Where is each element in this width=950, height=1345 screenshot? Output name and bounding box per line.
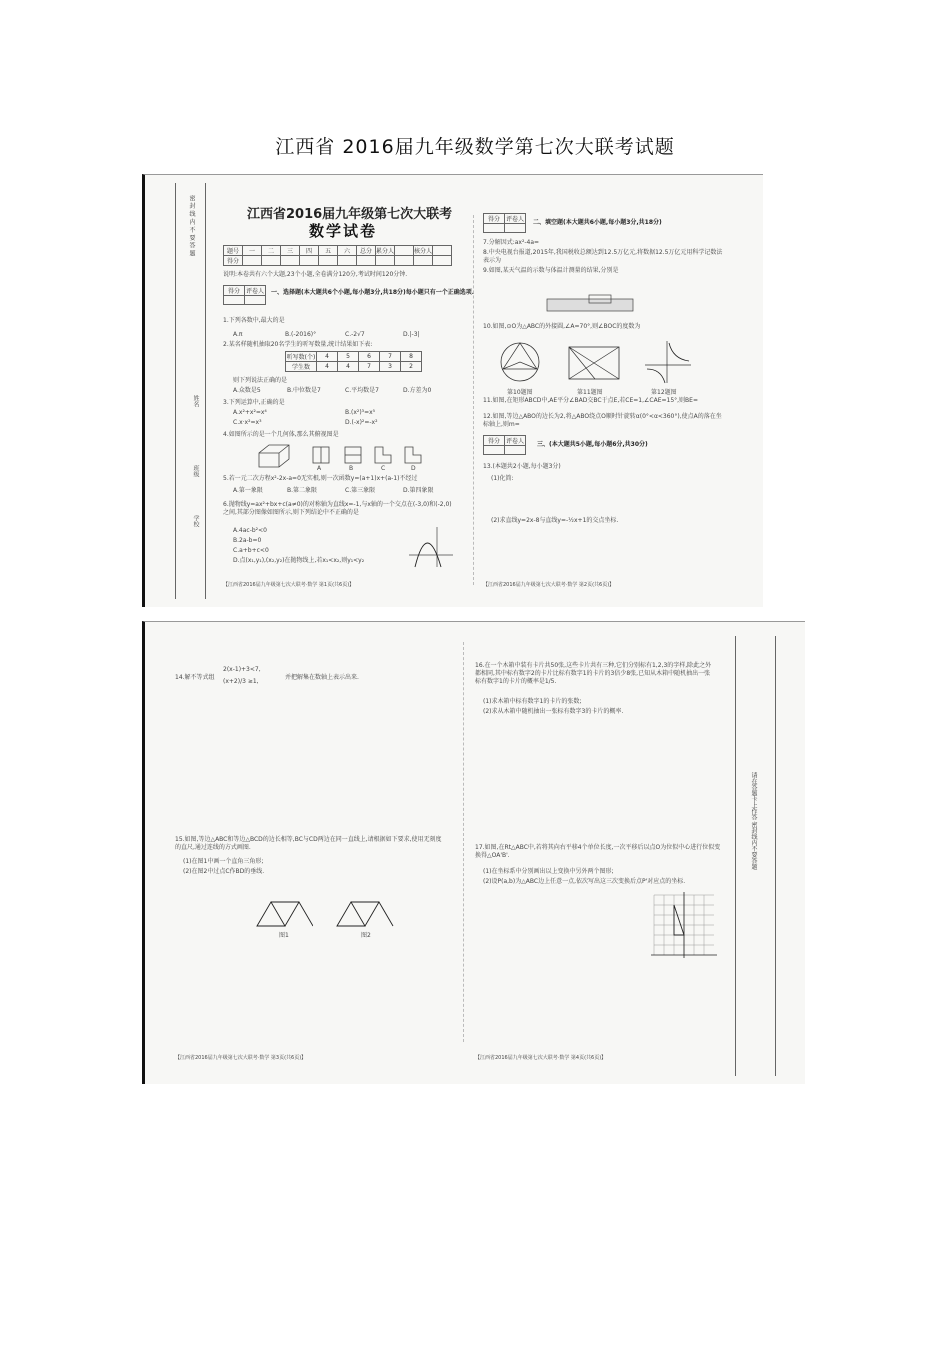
- binding-margin-text: 密 封 线 内 不 要 答 题: [188, 195, 195, 257]
- question-15: 15.如图,等边△ABC和等边△BCD的边长相等,BC与CD两边在同一直线上,请根据如下要求,使用无刻度的直尺,通过连线的方式画图.: [175, 836, 442, 851]
- question-2-option: D.方差为0: [403, 387, 432, 394]
- question-15-part-1: (1)在图1中画一个直角三角形;: [183, 858, 264, 865]
- score-box-1: 得分 评卷人: [223, 285, 266, 305]
- instructions: 说明:本卷共有六个大题,23个小题,全卷满分120分,考试时间120分钟.: [223, 271, 408, 278]
- section-2-title: 二、填空题(本大题共6小题,每小题3分,共18分): [533, 219, 662, 226]
- footer-page-3: 【江西省2016届九年级第七次大联考·数学 第3页(共6页)】: [175, 1055, 307, 1061]
- question-5-option: A.第一象限: [233, 487, 263, 494]
- figure-label: 图1: [279, 932, 289, 939]
- question-4-option: D: [411, 465, 416, 472]
- footer-page-1: 【江西省2016届九年级第七次大联考·数学 第1页(共6页)】: [223, 582, 355, 588]
- document-title: 江西省 2016届九年级数学第七次大联考试题: [275, 136, 675, 158]
- exam-page-3-4: [142, 621, 805, 1084]
- score-box-3: 得分 评卷人: [483, 435, 526, 455]
- question-15-figure-2: [335, 896, 395, 930]
- question-16: 16.在一个木箱中装有卡片共50张,这些卡片共有三种,它们分别标有1,2,3的字样,除此之外都相同,其中标有数字2的卡片比标有数字1的卡片的3倍少8张,已知从木箱中随机抽出一张标有数字1的卡片的概率是1/5.: [475, 662, 712, 685]
- question-2-option: A.众数是5: [233, 387, 261, 394]
- question-14-tail: 并把解集在数轴上表示出来.: [285, 674, 359, 681]
- question-6-option: A.4ac-b²<0: [233, 527, 267, 534]
- question-1: 1.下列各数中,最大的是: [223, 317, 285, 324]
- question-3-option: C.x·x²=x³: [233, 419, 262, 426]
- binding-margin-text: 请在答题卡上作答 密封线内不要答题: [750, 772, 757, 870]
- question-17-part-2: (2)设P(a,b)为△ABC边上任意一点,依次写出这三次变换后点P'对应点的坐标.: [483, 878, 686, 885]
- question-5: 5.若一元二次方程x²-2x-a=0无实根,则一次函数y=(a+1)x+(a-1)不经过: [223, 475, 418, 482]
- question-2-option: B.中位数是7: [287, 387, 321, 394]
- question-12: 12.如图,等边△ABO的边长为2,将△ABO绕点O顺时针旋转α(0°<α<360°),使点A的落在坐标轴上,则m=: [483, 413, 722, 428]
- question-13-part-1: (1)化简:: [491, 475, 514, 482]
- question-4-option: B: [349, 465, 354, 472]
- question-6-option: B.2a-b=0: [233, 537, 262, 544]
- question-9: 9.如图,某天气温的示数与体温计测量的结果,分别是: [483, 267, 619, 274]
- question-3: 3.下列运算中,正确的是: [223, 399, 285, 406]
- question-17: 17.如图,在Rt△ABC中,若将其向右平移4个单位长度,一次平移后以点O为位似中心进行位似变换得△OA'B'.: [475, 844, 721, 859]
- question-9-figure: [545, 293, 635, 317]
- question-14-inequality: 2(x-1)+3<7,: [223, 666, 261, 673]
- question-10: 10.如图,⊙O为△ABC的外接圆,∠A=70°,则∠BOC的度数为: [483, 323, 641, 330]
- figure-label: 图2: [361, 932, 371, 939]
- question-4-figures: [255, 441, 425, 471]
- question-14: 14.解不等式组: [175, 674, 215, 681]
- footer-page-2: 【江西省2016届九年级第七次大联考·数学 第2页(共6页)】: [483, 582, 615, 588]
- question-6: 6.抛物线y=ax²+bx+c(a≠0)的对称轴为直线x=-1,与x轴的一个交点在(-3,0)和(-2,0)之间,其部分图像如图所示,则下列结论中不正确的是: [223, 501, 452, 516]
- figure-label: 第12题图: [651, 389, 677, 396]
- question-5-option: C.第三象限: [345, 487, 376, 494]
- question-17-part-1: (1)在坐标系中分别画出以上变换中另外两个图形;: [483, 868, 614, 875]
- question-2-table: 听写数(个) 4 5 6 7 8 学生数 4 4 7 3 2: [285, 351, 422, 372]
- question-7: 7.分解因式:ax²-4a=: [483, 239, 540, 246]
- question-13-part-2: (2)求直线y=2x-8与直线y=-½x+1的交点坐标.: [491, 517, 619, 524]
- question-1-option: C.-2√7: [345, 331, 365, 338]
- question-5-option: B.第二象限: [287, 487, 318, 494]
- footer-page-4: 【江西省2016届九年级第七次大联考·数学 第4页(共6页)】: [475, 1055, 607, 1061]
- question-3-option: B.(x²)³=x⁵: [345, 409, 376, 416]
- question-10-circle-figure: [497, 339, 543, 385]
- question-4-option: C: [381, 465, 386, 472]
- question-1-option: D.|-3|: [403, 331, 420, 338]
- question-6-option: D.点(x₁,y₁),(x₂,y₂)在抛物线上,若x₁<x₂,则y₁<y₂: [233, 557, 365, 564]
- question-2-tail: 则下列说法正确的是: [233, 377, 288, 384]
- exam-subheader: 数学试卷: [309, 222, 378, 240]
- binding-field-school: 学校: [192, 515, 199, 527]
- question-2: 2.某名样随机抽取20名学生的听写数量,统计结果如下表:: [223, 341, 373, 348]
- score-table-row: 题号 一 二 三 四 五 六 总分 累分人 核分人: [224, 246, 452, 256]
- score-table: [223, 245, 452, 266]
- section-3-title: 三、(本大题共5小题,每小题6分,共30分): [537, 441, 648, 448]
- exam-page-1-2: [142, 174, 763, 607]
- binding-field-class: 班级: [192, 465, 199, 477]
- question-14-inequality: (x+2)/3 ≥1,: [223, 678, 259, 685]
- question-15-figure-1: [253, 896, 313, 930]
- question-4: 4.如图所示的是一个几何体,那么其俯视图是: [223, 431, 339, 438]
- question-12-graph-figure: [643, 339, 693, 385]
- question-1-option: A.π: [233, 331, 243, 338]
- question-6-parabola-figure: [407, 525, 455, 569]
- figure-label: 第11题图: [577, 389, 603, 396]
- question-2-option: C.平均数是7: [345, 387, 379, 394]
- exam-header: 江西省2016届九年级第七次大联考: [247, 207, 453, 222]
- question-13: 13.(本题共2小题,每小题3分): [483, 463, 561, 470]
- question-8: 8.中央电视台报道,2015年,我国税收总额达到12.5万亿元,将数据12.5万亿元用科学记数法表示为: [483, 249, 723, 264]
- question-15-part-2: (2)在图2中过点C作BD的垂线.: [183, 868, 265, 875]
- question-5-option: D.第四象限: [403, 487, 434, 494]
- question-3-option: A.x²+x²=x⁴: [233, 409, 267, 416]
- question-3-option: D.(-x)²=-x²: [345, 419, 378, 426]
- question-6-option: C.a+b+c<0: [233, 547, 269, 554]
- score-table-row: 得分: [224, 256, 452, 266]
- question-16-part-2: (2)求从木箱中随机抽出一张标有数字3的卡片的概率.: [483, 708, 624, 715]
- question-11: 11.如图,在矩形ABCD中,AE平分∠BAD交BC于点E,若CE=1,∠CAE=15°,则BE=: [483, 397, 698, 404]
- binding-field-name: 姓名: [192, 395, 199, 407]
- question-11-rect-figure: [565, 343, 625, 383]
- question-4-option: A: [317, 465, 322, 472]
- question-17-grid-figure: [649, 890, 719, 960]
- score-box-2: 得分 评卷人: [483, 213, 526, 233]
- figure-label: 第10题图: [507, 389, 533, 396]
- question-1-option: B.(-2016)°: [285, 331, 317, 338]
- question-16-part-1: (1)求木箱中标有数字1的卡片的张数;: [483, 698, 582, 705]
- section-1-title: 一、选择题(本大题共6个小题,每小题3分,共18分)每小题只有一个正确选项.: [271, 289, 475, 296]
